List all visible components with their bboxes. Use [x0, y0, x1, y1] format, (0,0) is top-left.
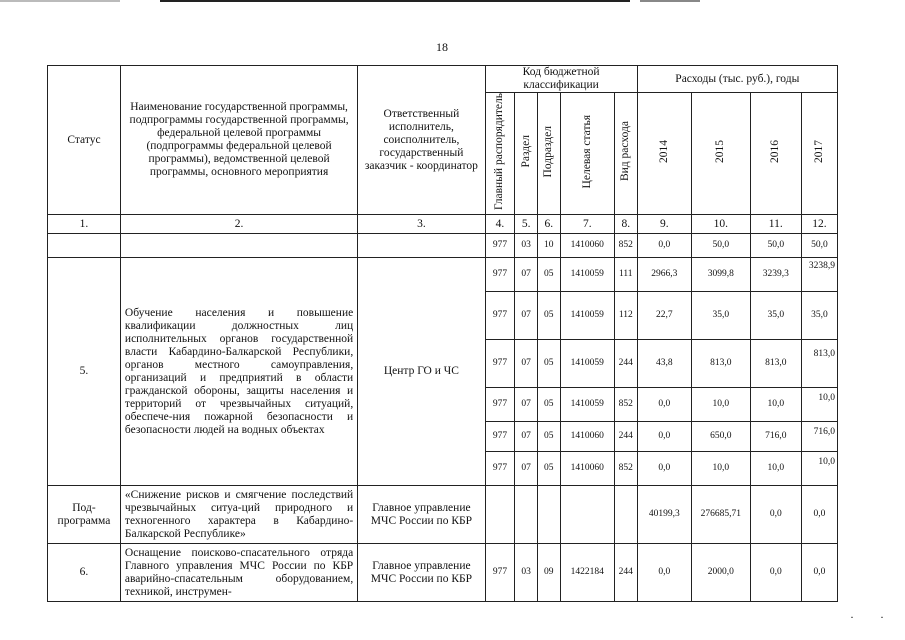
cell-razdel: 03 [515, 234, 538, 258]
cell-statya: 1410059 [560, 258, 614, 292]
cell-vid: 244 [614, 422, 637, 452]
cell-2014: 22,7 [637, 292, 691, 340]
cell-2015: 813,0 [692, 340, 751, 388]
cell-2016: 10,0 [750, 452, 801, 486]
cell-vid: 852 [614, 452, 637, 486]
col-number: 11. [750, 215, 801, 234]
cell-statya: 1410059 [560, 340, 614, 388]
cell-statya: 1410059 [560, 388, 614, 422]
cell-statya: 1410059 [560, 292, 614, 340]
header-responsible: Ответственный исполнитель, соисполнитель, государственный заказчик - координатор [358, 66, 485, 215]
header-expenses: Расходы (тыс. руб.), годы [637, 66, 837, 93]
cell-2014: 0,0 [637, 388, 691, 422]
header-subsection: Подраздел [537, 93, 560, 215]
activity-name: Оснащение поисково-спасательного отряда Главного управления МЧС России по КБР аварийно-спасательным оборудованием, техникой, инструмен- [120, 544, 357, 602]
cell-razdel: 07 [515, 388, 538, 422]
cell-2017: 813,0 [801, 340, 837, 388]
cell-statya: 1422184 [560, 544, 614, 602]
cell-gr: 977 [485, 340, 515, 388]
page-number: 18 [436, 40, 448, 54]
col-number: 8. [614, 215, 637, 234]
cell-2017: 0,0 [801, 486, 837, 544]
cell-2017: 716,0 [801, 422, 837, 452]
cell-gr: 977 [485, 544, 515, 602]
cell-razdel: 07 [515, 452, 538, 486]
cell-vid: 852 [614, 234, 637, 258]
cell-2015: 10,0 [692, 452, 751, 486]
cell-2016: 0,0 [750, 544, 801, 602]
cell-razdel: 07 [515, 292, 538, 340]
subprogram-name: «Снижение рисков и смягчение последствий чрезвычайных ситуа-ций природного и техногенного характера в Кабардино-Балкарской Республике» [120, 486, 357, 544]
cell-2015: 276685,71 [692, 486, 751, 544]
cell-2014: 43,8 [637, 340, 691, 388]
header-status: Статус [48, 66, 121, 215]
cell-razdel: 03 [515, 544, 538, 602]
cell-2015: 650,0 [692, 422, 751, 452]
cell-gr: 977 [485, 234, 515, 258]
cell-2016: 716,0 [750, 422, 801, 452]
scan-dot: · [880, 610, 884, 624]
header-year-2014: 2014 [637, 93, 691, 215]
cell-2017: 35,0 [801, 292, 837, 340]
header-target-article: Целевая статья [560, 93, 614, 215]
cell-2016: 50,0 [750, 234, 801, 258]
cell-vid: 244 [614, 544, 637, 602]
cell-podrazdel: 09 [537, 544, 560, 602]
cell-2014: 40199,3 [637, 486, 691, 544]
col-number: 10. [692, 215, 751, 234]
cell-podrazdel: 05 [537, 388, 560, 422]
table-row [48, 258, 838, 292]
cell-2014: 0,0 [637, 422, 691, 452]
cell-gr: 977 [485, 422, 515, 452]
cell-2015: 50,0 [692, 234, 751, 258]
cell-2014: 0,0 [637, 234, 691, 258]
scan-dot: · [850, 610, 854, 624]
col-number: 12. [801, 215, 837, 234]
cell-gr: 977 [485, 452, 515, 486]
col-number: 5. [515, 215, 538, 234]
status-cell: 5. [48, 258, 121, 486]
scan-artifact [0, 0, 905, 4]
cell-statya: 1410060 [560, 422, 614, 452]
cell-2017: 10,0 [801, 452, 837, 486]
status-cell: Под-программа [48, 486, 121, 544]
cell-2015: 3099,8 [692, 258, 751, 292]
cell-2016: 3239,3 [750, 258, 801, 292]
cell-podrazdel: 10 [537, 234, 560, 258]
cell-vid: 111 [614, 258, 637, 292]
budget-table [47, 65, 838, 602]
header-expense-type: Вид расхода [614, 93, 637, 215]
cell-2016: 35,0 [750, 292, 801, 340]
cell-2017: 10,0 [801, 388, 837, 422]
cell-2015: 10,0 [692, 388, 751, 422]
responsible-cell: Главное управление МЧС России по КБР [358, 486, 485, 544]
col-number: 6. [537, 215, 560, 234]
col-number: 7. [560, 215, 614, 234]
header-budget-code: Код бюджетной классификации [485, 66, 637, 93]
cell-2016: 0,0 [750, 486, 801, 544]
cell-statya: 1410060 [560, 452, 614, 486]
col-number: 9. [637, 215, 691, 234]
header-year-2016: 2016 [750, 93, 801, 215]
cell-2016: 813,0 [750, 340, 801, 388]
cell-gr: 977 [485, 292, 515, 340]
activity-name: Обучение населения и повышение квалификации должностных лиц исполнительных органов государственной власти Кабардино-Балкарской Республики, органов местного самоуправления, организаций и предприятий в области гражданской обороны, защиты населения и территорий от чрезвычайных ситуаций, обеспече-ния пожарной безопасности и безопасности людей на водных объектах [120, 258, 357, 486]
cell-2014: 2966,3 [637, 258, 691, 292]
cell-2017: 50,0 [801, 234, 837, 258]
cell-podrazdel: 05 [537, 292, 560, 340]
cell-razdel: 07 [515, 422, 538, 452]
cell-gr: 977 [485, 388, 515, 422]
status-cell: 6. [48, 544, 121, 602]
cell-podrazdel: 05 [537, 452, 560, 486]
table-row [48, 486, 838, 544]
header-section: Раздел [515, 93, 538, 215]
cell-vid: 112 [614, 292, 637, 340]
header-name: Наименование государственной программы, подпрограммы государственной программы, федеральной целевой программы (подпрограммы федеральной целевой программы), ведомственной целевой программы, основного мероприятия [120, 66, 357, 215]
cell-vid: 852 [614, 388, 637, 422]
header-year-2017: 2017 [801, 93, 837, 215]
cell-2014: 0,0 [637, 544, 691, 602]
cell-razdel: 07 [515, 340, 538, 388]
header-main-manager: Главный распорядитель [485, 93, 515, 215]
cell-2017: 3238,9 [801, 258, 837, 292]
col-number: 1. [48, 215, 121, 234]
cell-podrazdel: 05 [537, 258, 560, 292]
cell-vid: 244 [614, 340, 637, 388]
cell-2015: 2000,0 [692, 544, 751, 602]
cell-gr: 977 [485, 258, 515, 292]
cell-2017: 0,0 [801, 544, 837, 602]
col-number: 2. [120, 215, 357, 234]
table-row [48, 544, 838, 602]
table-row [48, 234, 838, 258]
cell-2014: 0,0 [637, 452, 691, 486]
cell-podrazdel: 05 [537, 422, 560, 452]
col-number: 3. [358, 215, 485, 234]
header-year-2015: 2015 [692, 93, 751, 215]
column-numbers-row [48, 215, 838, 234]
cell-statya: 1410060 [560, 234, 614, 258]
cell-2015: 35,0 [692, 292, 751, 340]
col-number: 4. [485, 215, 515, 234]
cell-razdel: 07 [515, 258, 538, 292]
cell-2016: 10,0 [750, 388, 801, 422]
responsible-cell: Центр ГО и ЧС [358, 258, 485, 486]
cell-podrazdel: 05 [537, 340, 560, 388]
responsible-cell: Главное управление МЧС России по КБР [358, 544, 485, 602]
